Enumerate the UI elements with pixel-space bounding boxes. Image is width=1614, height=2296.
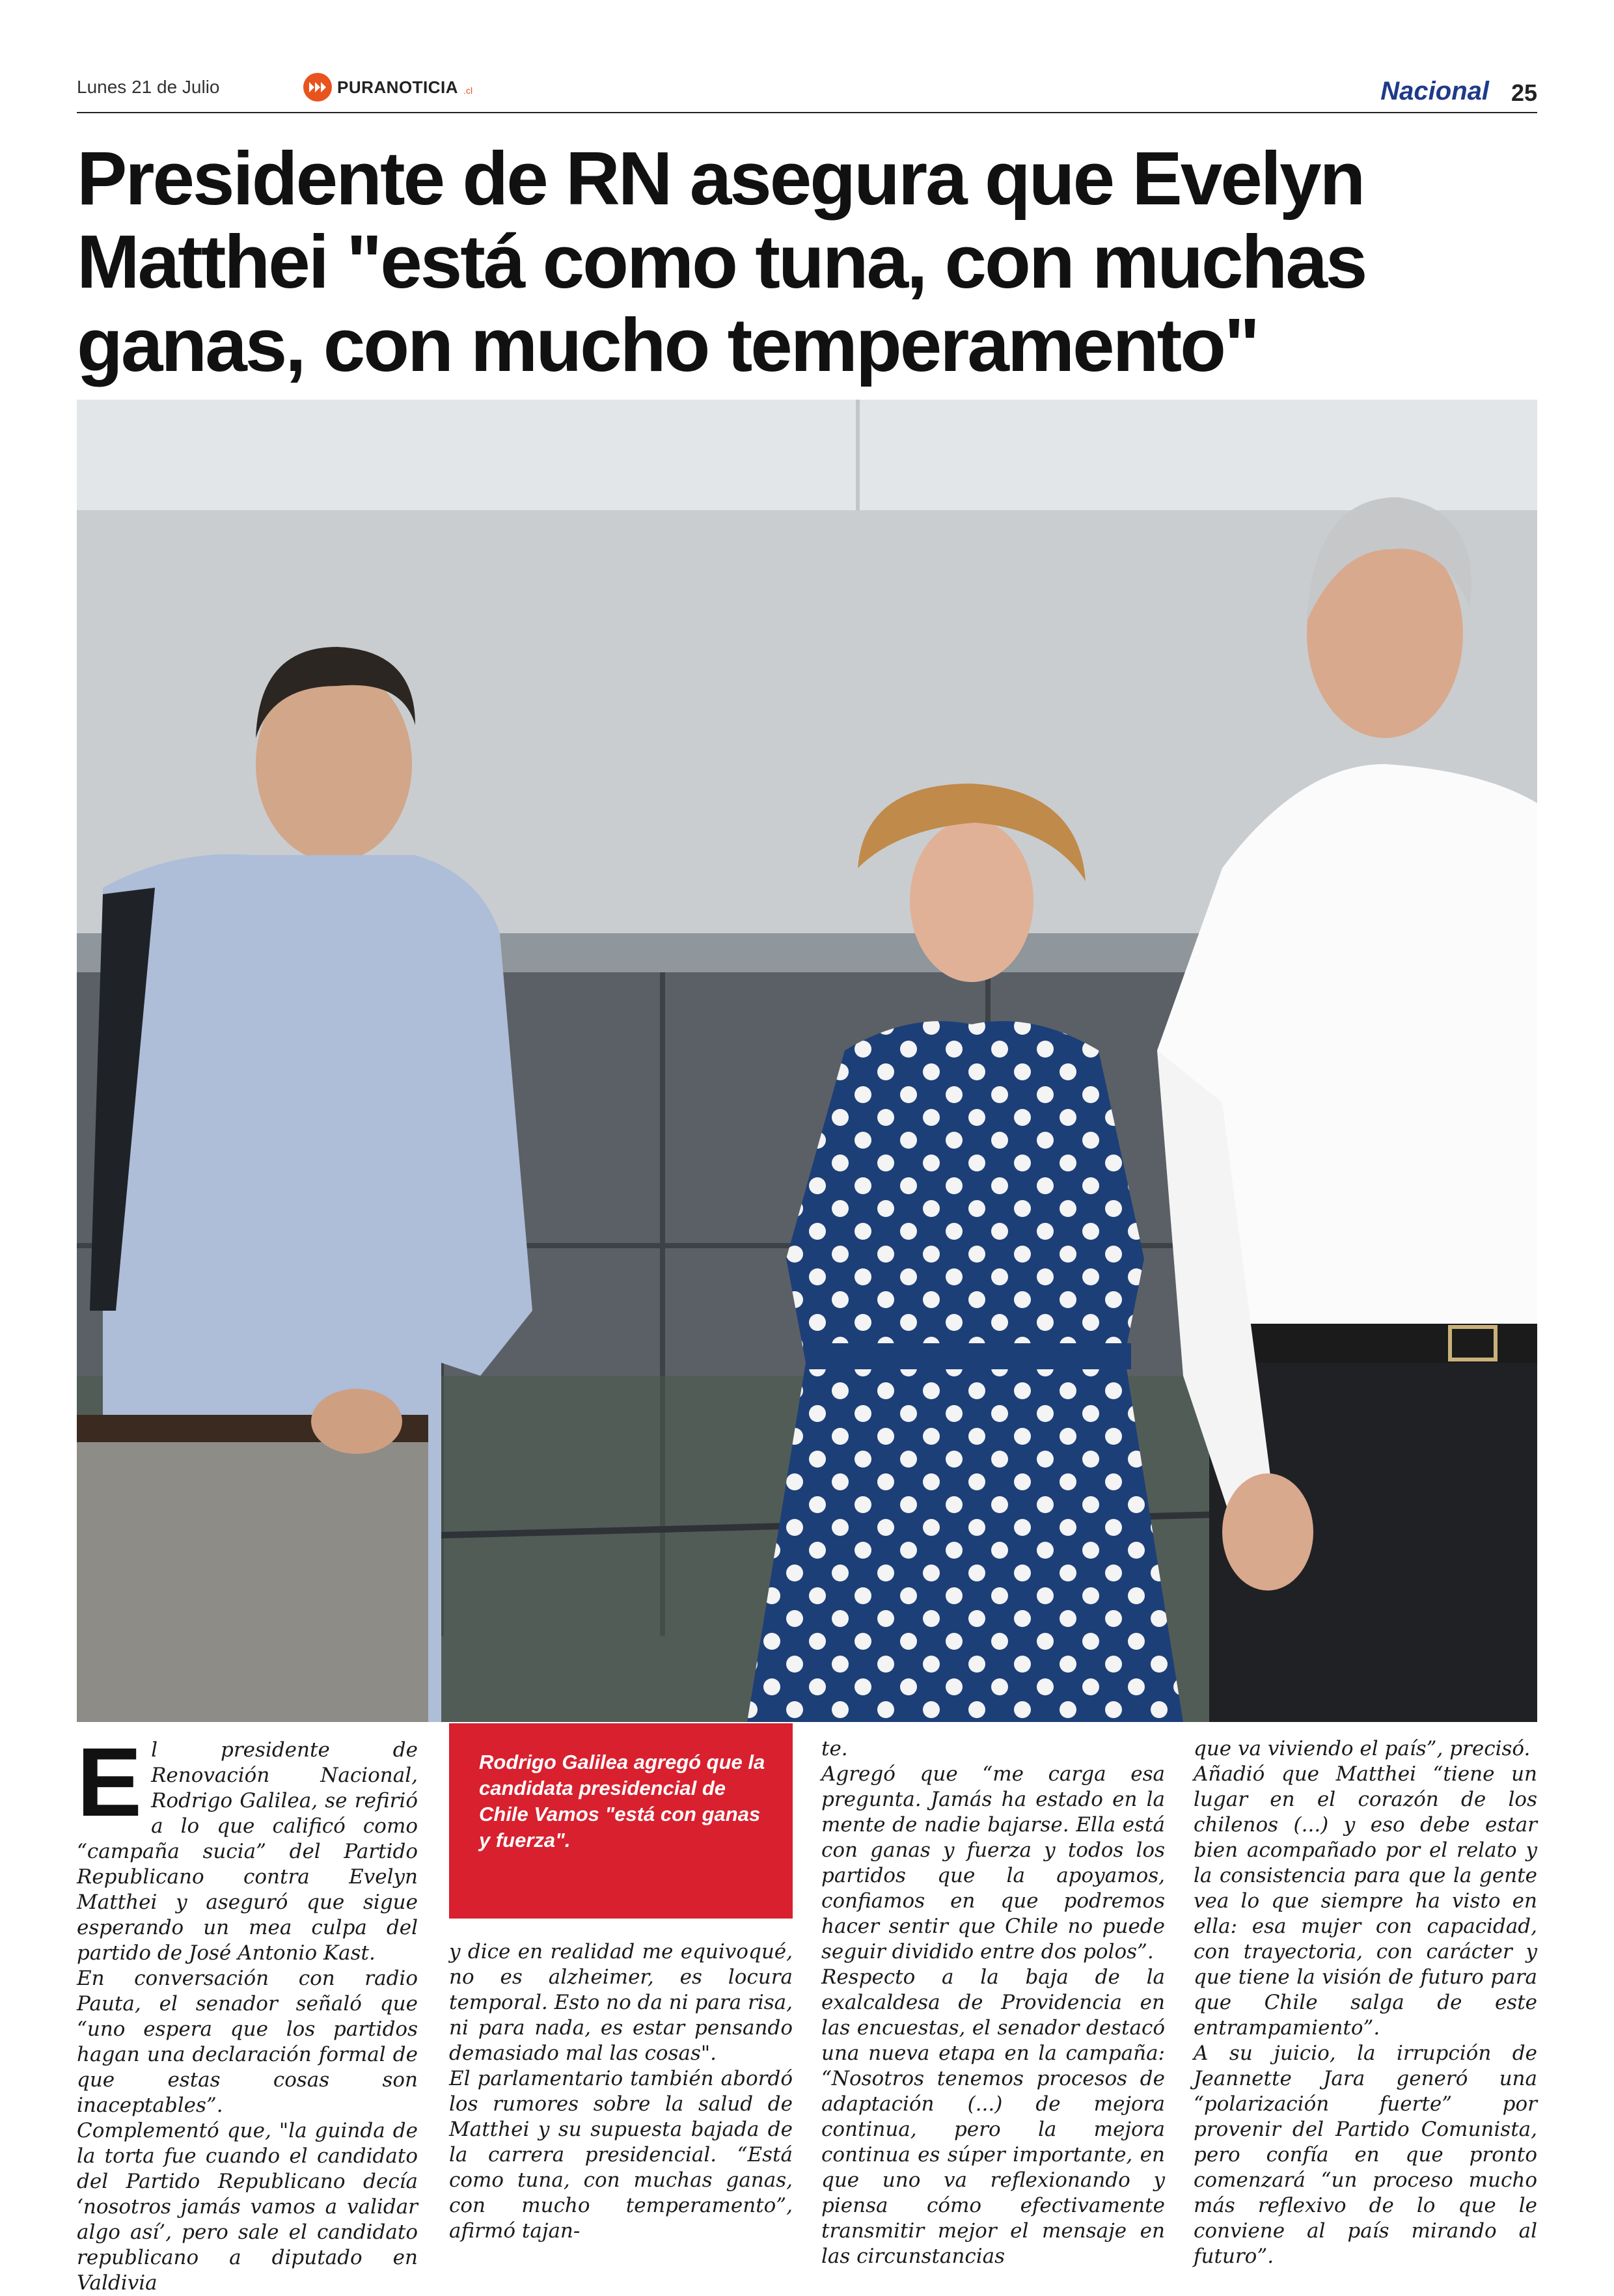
drop-cap: E <box>77 1727 143 1837</box>
logo-text: PURANOTICIA <box>337 77 459 97</box>
page-number: 25 <box>1511 79 1537 106</box>
paragraph: Respecto a la baja de la exalcaldesa de Providencia en las encuestas, el senador destacó una nueva etapa en la campaña: “Nosotros tenemos procesos de adaptación (...) de mejora continua, pero la mejora continua es súper importante, en que uno va reflexionando y piensa cómo efectivamente transmitir mejor el mensaje en las circunstancias <box>821 1965 1165 2268</box>
article-column-4 <box>1194 1736 1537 2269</box>
play-arrows-icon <box>303 73 332 102</box>
paragraph: En conversación con radio Pauta, el senador señaló que “uno espera que los partidos hagan una declaración formal de que estas cosas son inaceptables”. <box>77 1967 418 2117</box>
paragraph: Añadió que Matthei “tiene un lugar en el corazón de los chilenos (...) y eso debe estar bien acompañado por el relato y la consistencia para que la gente vea lo que siempre ha visto en ella: esa mujer con capacidad, con trayectoria, con carácter y que tiene la visión de futuro para que Chile salga de este entrampamiento”. <box>1194 1762 1537 2040</box>
logo-suffix: .cl <box>463 85 473 96</box>
paragraph: te. <box>821 1737 848 1760</box>
header-rule <box>77 112 1537 113</box>
paragraph: El parlamentario también abordó los rumores sobre la salud de Matthei y su supuesta bajada de la carrera presidencial. “Está como tuna, con muchas ganas, con mucho temperamento”, afirmó tajan- <box>449 2067 793 2243</box>
paragraph: que va viviendo el país”, precisó. <box>1194 1737 1531 1760</box>
headline: Presidente de RN asegura que Evelyn Matthei "está como tuna, con muchas ganas, con mucho temperamento" <box>77 136 1366 387</box>
article-column-1 <box>77 1727 418 2296</box>
paragraph: A su juicio, la irrupción de Jeannette Jara generó una “polarización fuerte” por provenir del Partido Comunista, pero confía en que pronto comenzará “un proceso mucho más reflexivo de lo que le conviene al país mirando al futuro”. <box>1194 2042 1537 2268</box>
article-column-2 <box>449 1939 793 2244</box>
paragraph: Agregó que “me carga esa pregunta. Jamás ha estado en la mente de nadie bajarse. Ella está con ganas y fuerza y todos los partidos que la apoyamos, confiamos en que podremos hacer sentir que Chile no puede seguir dividido entre dos polos”. <box>821 1762 1165 1963</box>
news-photo <box>77 400 1537 1722</box>
puranoticia-logo <box>303 73 472 102</box>
section-name: Nacional <box>1380 77 1489 105</box>
paragraph: l presidente de Renovación Nacional, Rodrigo Galilea, se refirió a lo que calificó como “campaña sucia” del Partido Republicano contra Evelyn Matthei y aseguró que sigue esperando un mea culpa del partido de José Antonio Kast. <box>77 1738 418 1965</box>
article-column-3 <box>821 1736 1165 2269</box>
pull-quote: Rodrigo Galilea agregó que la candidata presidencial de Chile Vamos "está con ganas y fuerza". <box>449 1723 793 1919</box>
paragraph: Complementó que, "la guinda de la torta fue cuando el candidato del Partido Republicano decía ‘nosotros jamás vamos a validar algo así’, pero sale el candidato republicano a diputado en Valdivia <box>77 2119 418 2295</box>
paragraph: y dice en realidad me equivoqué, no es alzheimer, es locura temporal. Esto no da ni para risa, ni para nada, es estar pensando demasiado mal las cosas". <box>449 1940 793 2065</box>
issue-date: Lunes 21 de Julio <box>77 77 220 97</box>
